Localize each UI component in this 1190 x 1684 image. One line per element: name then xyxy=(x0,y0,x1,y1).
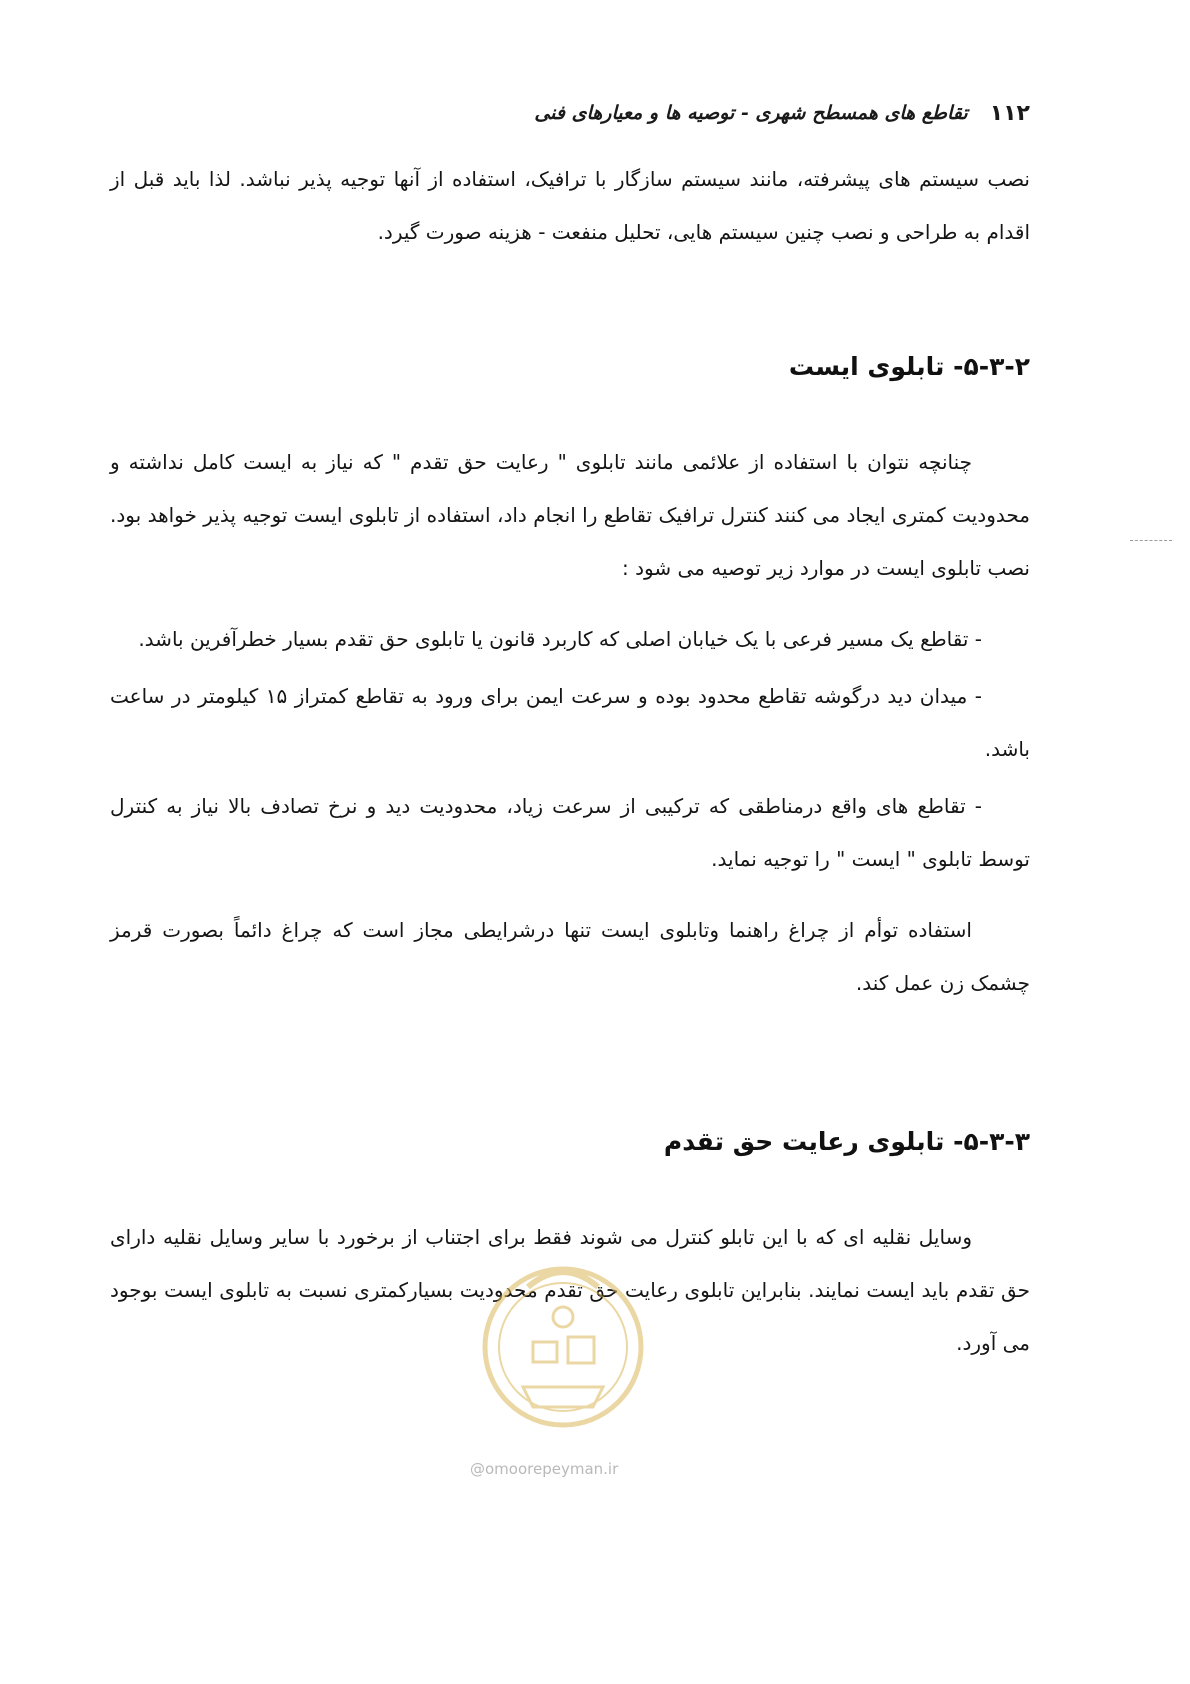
section-3-paragraph: وسایل نقلیه ای که با این تابلو کنترل می شوند فقط برای اجتناب از برخورد با سایر وسایل نقلیه دارای حق تقدم باید ایست نمایند. بنابراین تابلوی رعایت حق تقدم محدودیت بسیارکمتری نسبت به تابلوی ایست بوجود می آورد. xyxy=(110,1225,1030,1355)
section-3-body xyxy=(110,1211,1030,1370)
page-header xyxy=(160,98,1030,128)
page-number: ۱۱۲ xyxy=(989,100,1030,126)
intro-block xyxy=(110,153,1030,259)
bullet-item-1: - تقاطع یک مسیر فرعی با یک خیابان اصلی که کاربرد قانون یا تابلوی حق تقدم بسیار خطرآفرین باشد. xyxy=(138,627,982,651)
bullet-item-3: - تقاطع های واقع درمناطقی که ترکیبی از سرعت زیاد، محدودیت دید و نرخ تصادف بالا نیاز به کنترل توسط تابلوی " ایست " را توجیه نماید. xyxy=(110,794,1030,871)
scan-edge-mark xyxy=(1130,540,1172,543)
intro-paragraph: نصب سیستم های پیشرفته، مانند سیستم سازگار با ترافیک، استفاده از آنها توجیه پذیر نباشد. لذا باید قبل از اقدام به طراحی و نصب چنین سیستم هایی، تحلیل منفعت - هزینه صورت گیرد. xyxy=(110,167,1030,244)
section-2-paragraph: چنانچه نتوان با استفاده از علائمی مانند تابلوی " رعایت حق تقدم " که نیاز به ایست کامل نداشته و محدودیت کمتری ایجاد می کنند کنترل ترافیک تقاطع را انجام داد، استفاده از تابلوی ایست توجیه پذیر خواهد بود. نصب تابلوی ایست در موارد زیر توصیه می شود : xyxy=(110,450,1030,580)
bullet-item-2: - میدان دید درگوشه تقاطع محدود بوده و سرعت ایمن برای ورود به تقاطع کمتراز ۱۵ کیلومتر در ساعت باشد. xyxy=(110,684,1030,761)
watermark-url: @omoorepeyman.ir xyxy=(470,1460,619,1478)
running-title: تقاطع های همسطح شهری - توصیه ها و معیارهای فنی xyxy=(534,102,968,124)
section-2-body xyxy=(110,436,1030,1010)
section-heading-yield-sign: ۵-۳-۳- تابلوی رعایت حق تقدم xyxy=(663,1127,1030,1156)
section-2-closing: استفاده توأم از چراغ راهنما وتابلوی ایست تنها درشرایطی مجاز است که چراغ دائماً بصورت قرمز چشمک زن عمل کند. xyxy=(110,918,1030,995)
section-heading-stop-sign: ۵-۳-۲- تابلوی ایست xyxy=(788,352,1030,381)
